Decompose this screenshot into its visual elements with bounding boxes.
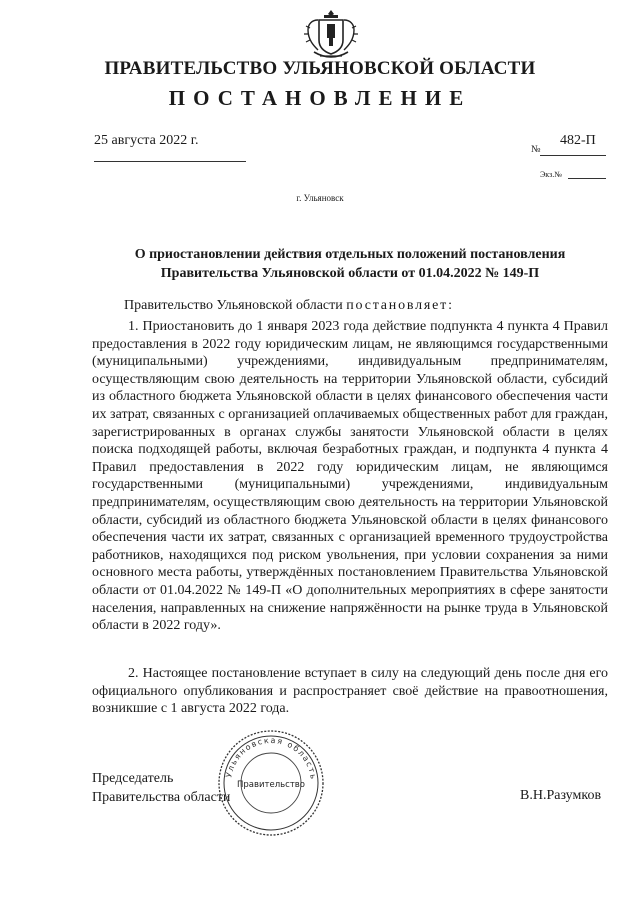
number-underline — [540, 155, 606, 156]
signatory-position — [92, 769, 230, 807]
position-line-2: Правительства области — [92, 790, 231, 805]
document-heading — [92, 245, 608, 283]
copy-number-underline — [568, 178, 606, 179]
paragraph-1: 1. Приостановить до 1 января 2023 года действие подпункта 4 пункта 4 Правил предоставления в 2022 году юридическим лицам, не являющимся государственными (муниципальными) учреждениями, индивидуальным предпринимателям, осуществляющим свою деятельность на территории Ульяновской области, субсидий из областного бюджета Ульяновской области в целях финансового обеспечения части их затрат, связанных с организацией оплачиваемых общественных работ для граждан, зарегистрированных в органах службы занятости Ульяновской области в целях поиска подходящей работы, включая безработных граждан, и подпункта 4 пункта 4 Правил предоставления в 2022 году юридическим лицам, не являющимся государственными (муниципальными) учреждениями, индивидуальным предпринимателям, осуществляющим свою деятельность на территории Ульяновской области, субсидий из областного бюджета Ульяновской области в целях финансового обеспечения части их затрат, связанных с организацией временного трудоустройства работников, находящихся под риском увольнения, при условии сохранения за ними основного места работы, утверждённых постановлением Правительства Ульяновской области от 01.04.2022 № 149-П «О дополнительных мероприятиях в сфере занятости населения, направленных на снижение напряжённости на рынке труда в Ульяновской области в 2022 году». — [92, 319, 608, 634]
document-date: 25 августа 2022 г. — [94, 133, 199, 148]
seal-center-text: Правительство — [237, 780, 305, 790]
copy-number-label: Экз.№ — [540, 170, 562, 179]
document-type: ПОСТАНОВЛЕНИЕ — [168, 86, 472, 110]
official-seal — [216, 728, 326, 838]
intro-prefix: Правительство Ульяновской области — [124, 298, 347, 313]
heading-line-1: О приостановлении действия отдельных положений постановления — [134, 247, 566, 262]
heading-line-2: Правительства Ульяновской области от 01.04.2022 № 149-П — [160, 266, 540, 281]
date-underline — [94, 161, 246, 162]
position-line-1: Председатель — [92, 771, 174, 786]
city: г. Ульяновск — [296, 193, 344, 203]
paragraph-2: 2. Настоящее постановление вступает в силу на следующий день после дня его официального опубликования и распространяет своё действие на правоотношения, возникшие с 1 августа 2022 года. — [92, 666, 608, 717]
intro-resolves: постановляет: — [346, 298, 454, 313]
number-sign: № — [531, 144, 541, 155]
document-number: 482-П — [560, 133, 596, 148]
signatory-name: В.Н.Разумков — [520, 788, 602, 803]
government-title: ПРАВИТЕЛЬСТВО УЛЬЯНОВСКОЙ ОБЛАСТИ — [104, 58, 536, 79]
intro-sentence — [124, 298, 454, 314]
coat-of-arms-emblem — [300, 6, 362, 62]
seal-ring-text: Ульяновская область — [224, 735, 318, 781]
